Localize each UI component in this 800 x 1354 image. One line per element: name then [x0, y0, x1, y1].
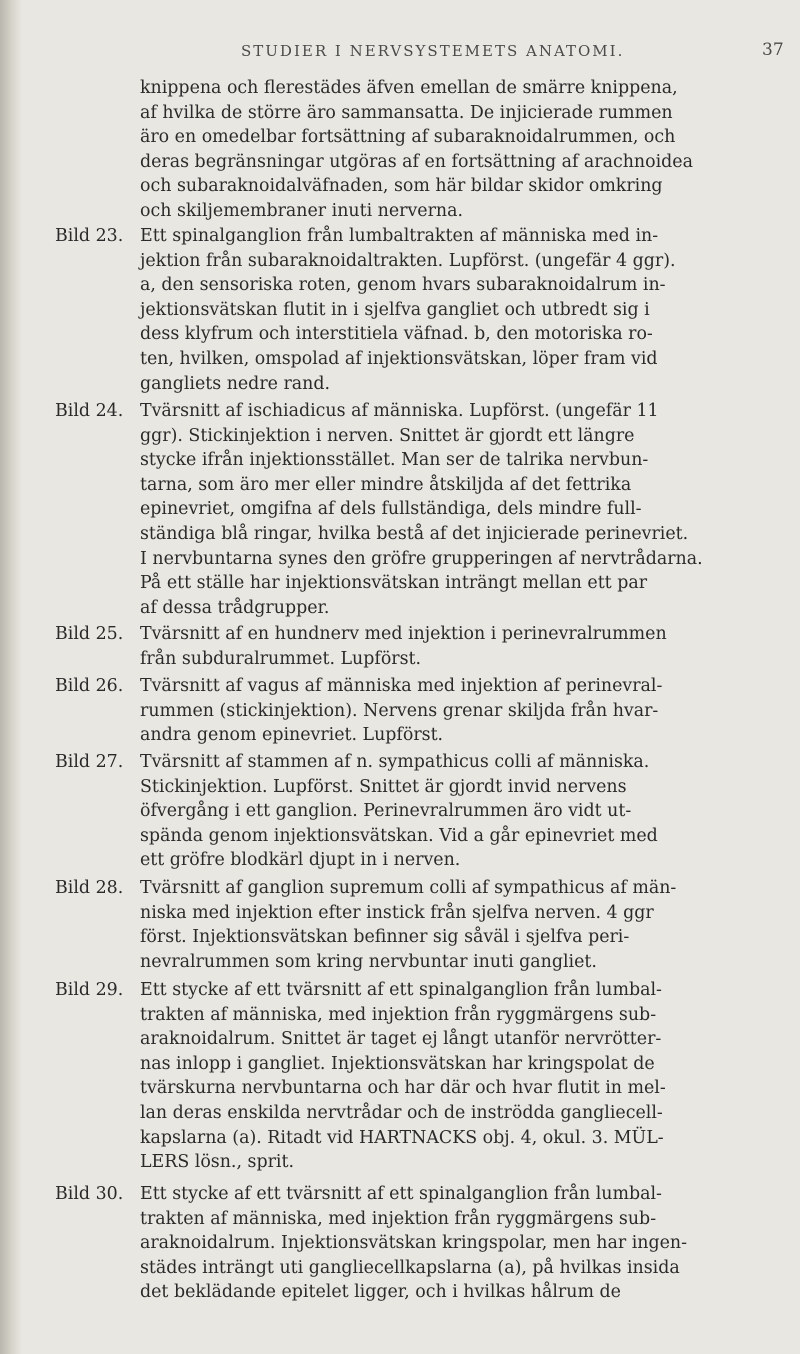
figure-caption-text: Tvärsnitt af stammen af n. sympathicus colli af människa. Stickinjektion. Lupförst. Snittet är gjordt invid nervens öfvergång i ett ganglion. Perinevralrummen äro vidt ut- spända genom injektionsvätskan. Vid a går epinevriet med ett gröfre blodkärl djupt in i nerven.	[140, 752, 658, 871]
figure-label: Bild 30.	[55, 1184, 124, 1204]
figure-label: Bild 24.	[55, 401, 124, 421]
figure-label: Bild 28.	[55, 878, 124, 898]
figure-caption-text: Tvärsnitt af vagus af människa med injektion af perinevral- rummen (stickinjektion). Nervens grenar skiljda från hvar- andra genom epinevriet. Lupförst.	[140, 676, 663, 746]
figure-caption-text: Ett stycke af ett tvärsnitt af ett spinalganglion från lumbal- trakten af människa, med injektion från ryggmärgens sub- araknoidalrum. Snittet är taget ej långt utanför nervrötter- nas inlopp i gangliet. Injektionsvätskan har kringspolat de tvärskurna nervbuntarna och har där och hvar flutit in mel- lan deras enskilda nervtrådar och de inströdda gangliecell- kapslarna (a). Ritadt vid HARTNACKS obj. 4, okul. 3. MÜL- LERS lösn., sprit.	[140, 980, 666, 1173]
figure-label: Bild 23.	[55, 226, 124, 246]
figure-caption-text: Ett stycke af ett tvärsnitt af ett spinalganglion från lumbal- trakten af människa, med injektion från ryggmärgens sub- araknoidalrum. Injektionsvätskan kringspolar, men har ingen- städes inträngt uti gangliecellkapslarna (a), på hvilkas insida det beklädande epitelet ligger, och i hvilkas hålrum de	[140, 1184, 687, 1303]
running-title: STUDIER I NERVSYSTEMETS ANATOMI.	[241, 42, 625, 60]
figure-caption-text: Tvärsnitt af en hundnerv med injektion i perinevralrummen från subduralrummet. Lupförst.	[140, 624, 667, 669]
figure-label: Bild 29.	[55, 980, 124, 1000]
figure-caption-text: Tvärsnitt af ganglion supremum colli af sympathicus af män- niska med injektion efter instick från sjelfva nerven. 4 ggr först. Injektionsvätskan befinner sig såväl i sjelfva peri- nevralrummen som kring nervbuntar inuti gangliet.	[140, 878, 677, 972]
figure-label: Bild 26.	[55, 676, 124, 696]
page-number: 37	[762, 40, 784, 60]
figure-label: Bild 27.	[55, 752, 124, 772]
figure-caption-text: Tvärsnitt af ischiadicus af människa. Lupförst. (ungefär 11 ggr). Stickinjektion i nerven. Snittet är gjordt ett längre stycke ifrån injektionsstället. Man ser de talrika nervbun- tarna, som äro mer eller mindre åtskiljda af det fettrika epinevriet, omgifna af dels fullständiga, dels mindre full- ständiga blå ringar, hvilka bestå af det injicierade perinevriet. I nervbuntarna synes den gröfre grupperingen af nervtrådarna. På ett ställe har injektionsvätskan inträngt mellan ett par af dessa trådgrupper.	[140, 401, 703, 618]
continued-paragraph: knippena och flerestädes äfven emellan de smärre knippena, af hvilka de större äro sammansatta. De injicierade rummen äro en omedelbar fortsättning af subaraknoidalrummen, och deras begränsningar utgöras af en fortsättning af arachnoidea och subaraknoidalväfnaden, som här bildar skidor omkring och skiljemembraner inuti nerverna.	[140, 78, 693, 221]
page-header	[0, 40, 800, 70]
figure-caption-text: Ett spinalganglion från lumbaltrakten af människa med in- jektion från subaraknoidaltrakten. Lupförst. (ungefär 4 ggr). a, den sensoriska roten, genom hvars subaraknoidalrum in- jektionsvätskan flutit in i sjelfva gangliet och utbredt sig i dess klyfrum och interstitiela väfnad. b, den motoriska ro- ten, hvilken, omspolad af injektionsvätskan, löper fram vid gangliets nedre rand.	[140, 226, 676, 394]
figure-label: Bild 25.	[55, 624, 124, 644]
